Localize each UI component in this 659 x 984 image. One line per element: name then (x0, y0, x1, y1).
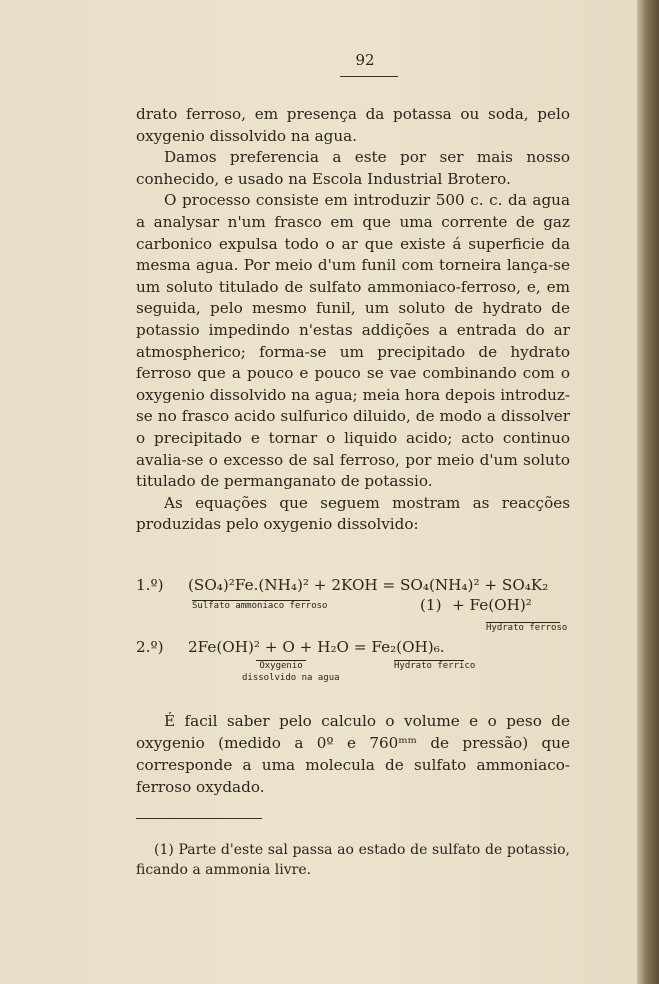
footnote-rule (136, 818, 262, 819)
paragraph-4: As equações que seguem mostram as reacções produzidas pelo oxygenio dissolvido: (136, 493, 570, 534)
paragraph-3: O processo consiste em introduzir 500 c. c. da agua a analysar n'um frasco em que uma corrente de gaz carbonico expulsa todo o ar que existe á superficie da mesma agua. Por meio d'um funil com torneira lança-se um soluto titulado de sulfato ammoniaco-ferroso, e, em seguida, pelo mesmo funil, um soluto de hydrato de potassio impedindo n'estas addições a entrada do ar atmospherico; forma-se um precipitado de hydrato ferroso que a pouco e pouco se vae combinando com o oxygenio dissolvido na agua; meia hora depois introduz-se no frasco acido sulfurico diluido, de modo a dissolver o precipitado e tornar o liquido acido; acto continuo avalia-se o excesso de sal ferroso, por meio d'um soluto titulado de permanganato de potassio. (136, 191, 570, 491)
equation-1-footnote-ref: (1) (420, 596, 442, 614)
equation-2-oxygen-note-2: dissolvido na agua (242, 673, 340, 683)
paragraph-1: drato ferroso, em presença da potassa ou soda, pelo oxygenio dissolvido na agua. (136, 105, 570, 145)
body-text (136, 104, 570, 536)
equation-1-product-note: Hydrato ferroso (486, 623, 568, 633)
equation-1-main: (SO₄)²Fe.(NH₄)² + 2KOH = SO₄(NH₄)² + SO₄K₂ (188, 576, 549, 594)
chemical-equations (136, 572, 576, 692)
page-header (330, 50, 400, 69)
header-rule (340, 76, 398, 77)
closing-paragraph: É facil saber pelo calculo o volume e o peso de oxygenio (medido a 0º e 760ᵐᵐ de pressão) que corresponde a uma molecula de sulfato ammoniaco-ferroso oxydado. (136, 712, 570, 796)
equation-1-product: + Fe(OH)² (452, 596, 532, 614)
footnote: (1) Parte d'este sal passa ao estado de sulfato de potassio, ficando a ammonia livre. (136, 842, 570, 878)
equation-2-main: 2Fe(OH)² + O + H₂O = Fe₂(OH)₆. (188, 638, 445, 656)
page-number: 92 (355, 51, 375, 69)
equation-2-product-note: Hydrato ferrico (394, 661, 476, 671)
equation-1-label: 1.º) (136, 576, 164, 594)
equation-2-oxygen-note-1: Oxygenio (256, 660, 306, 671)
paragraph-2: Damos preferencia a este por ser mais nosso conhecido, e usado na Escola Industrial Brotero. (136, 148, 570, 188)
equation-1-lhs-note: Sulfato ammoniaco ferroso (192, 601, 328, 611)
equation-2-label: 2.º) (136, 638, 164, 656)
closing-text (136, 710, 570, 798)
book-spine (637, 0, 659, 984)
